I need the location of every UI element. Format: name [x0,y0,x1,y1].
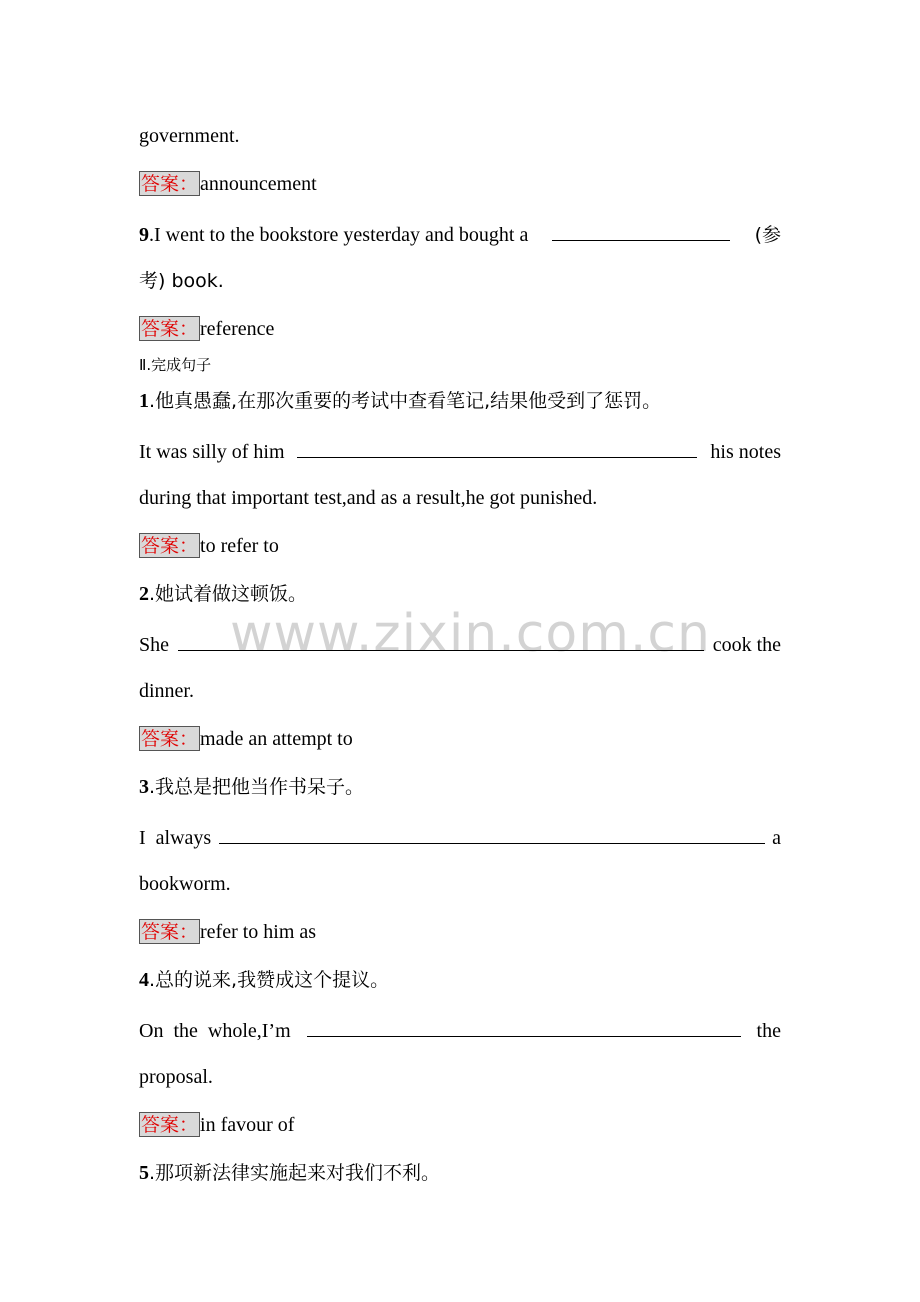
answer-row [139,533,781,559]
answer-text: refer to him as [200,921,317,943]
answer-label: 答案： [141,535,199,557]
answer-blank[interactable] [552,220,730,241]
answer-label: 答案： [141,318,199,340]
answer-blank[interactable] [307,1016,741,1037]
question-row [139,581,781,607]
answer-blank[interactable] [297,437,697,458]
question-number: 5 [139,1162,149,1184]
question-chinese: .她试着做这顿饭。 [149,583,308,605]
sentence-row [139,630,781,658]
answer-text: made an attempt to [200,728,353,750]
question-number: 9 [139,224,149,246]
text-line: government. [139,125,240,147]
sentence-row [139,437,781,465]
question-chinese: .总的说来,我赞成这个提议。 [149,969,390,991]
question-row [139,388,781,414]
sentence-start: She [139,634,169,656]
question-number: 4 [139,969,149,991]
answer-text: to refer to [200,535,279,557]
text-line: proposal. [139,1066,213,1088]
text-line [139,268,781,294]
section-title: Ⅱ.完成句子 [139,356,212,374]
question-number: 1 [139,390,149,412]
answer-row [139,171,781,197]
answer-row [139,919,781,945]
question-number: 2 [139,583,149,605]
sentence-end: cook the [712,634,781,656]
question-row [139,220,781,248]
sentence-row [139,1016,781,1044]
answer-label: 答案： [141,1114,199,1136]
sentence-start: It was silly of him [139,441,285,463]
sentence-start: On the whole,I’m [139,1020,291,1042]
question-chinese: .他真愚蠢,在那次重要的考试中查看笔记,结果他受到了惩罚。 [149,390,662,412]
answer-row [139,726,781,752]
answer-text: reference [200,318,275,340]
text-line: dinner. [139,680,194,702]
question-row [139,967,781,993]
question-end: (参 [754,224,781,246]
answer-label: 答案： [141,921,199,943]
answer-row [139,316,781,342]
question-chinese: .我总是把他当作书呆子。 [149,776,365,798]
answer-row [139,1112,781,1138]
sentence-start: I always [139,827,212,849]
answer-text: announcement [200,173,317,195]
question-number: 3 [139,776,149,798]
question-chinese: .那项新法律实施起来对我们不利。 [149,1162,441,1184]
watermark: www.zixin.com.cn [230,604,711,664]
sentence-end: his notes [710,441,781,463]
sentence-end: the [756,1020,781,1042]
text-line: during that important test,and as a result,he got punished. [139,487,598,509]
question-text: .I went to the bookstore yesterday and bought a [149,224,529,246]
answer-text: in favour of [200,1114,295,1136]
answer-blank[interactable] [178,630,704,651]
sentence-row [139,823,781,851]
sentence-end: a [772,827,781,849]
answer-blank[interactable] [219,823,765,844]
answer-label: 答案： [141,728,199,750]
text-line: bookworm. [139,873,231,895]
answer-label: 答案： [141,173,199,195]
question-row [139,1160,781,1186]
question-continuation: 考) book. [139,270,224,292]
question-row [139,774,781,800]
